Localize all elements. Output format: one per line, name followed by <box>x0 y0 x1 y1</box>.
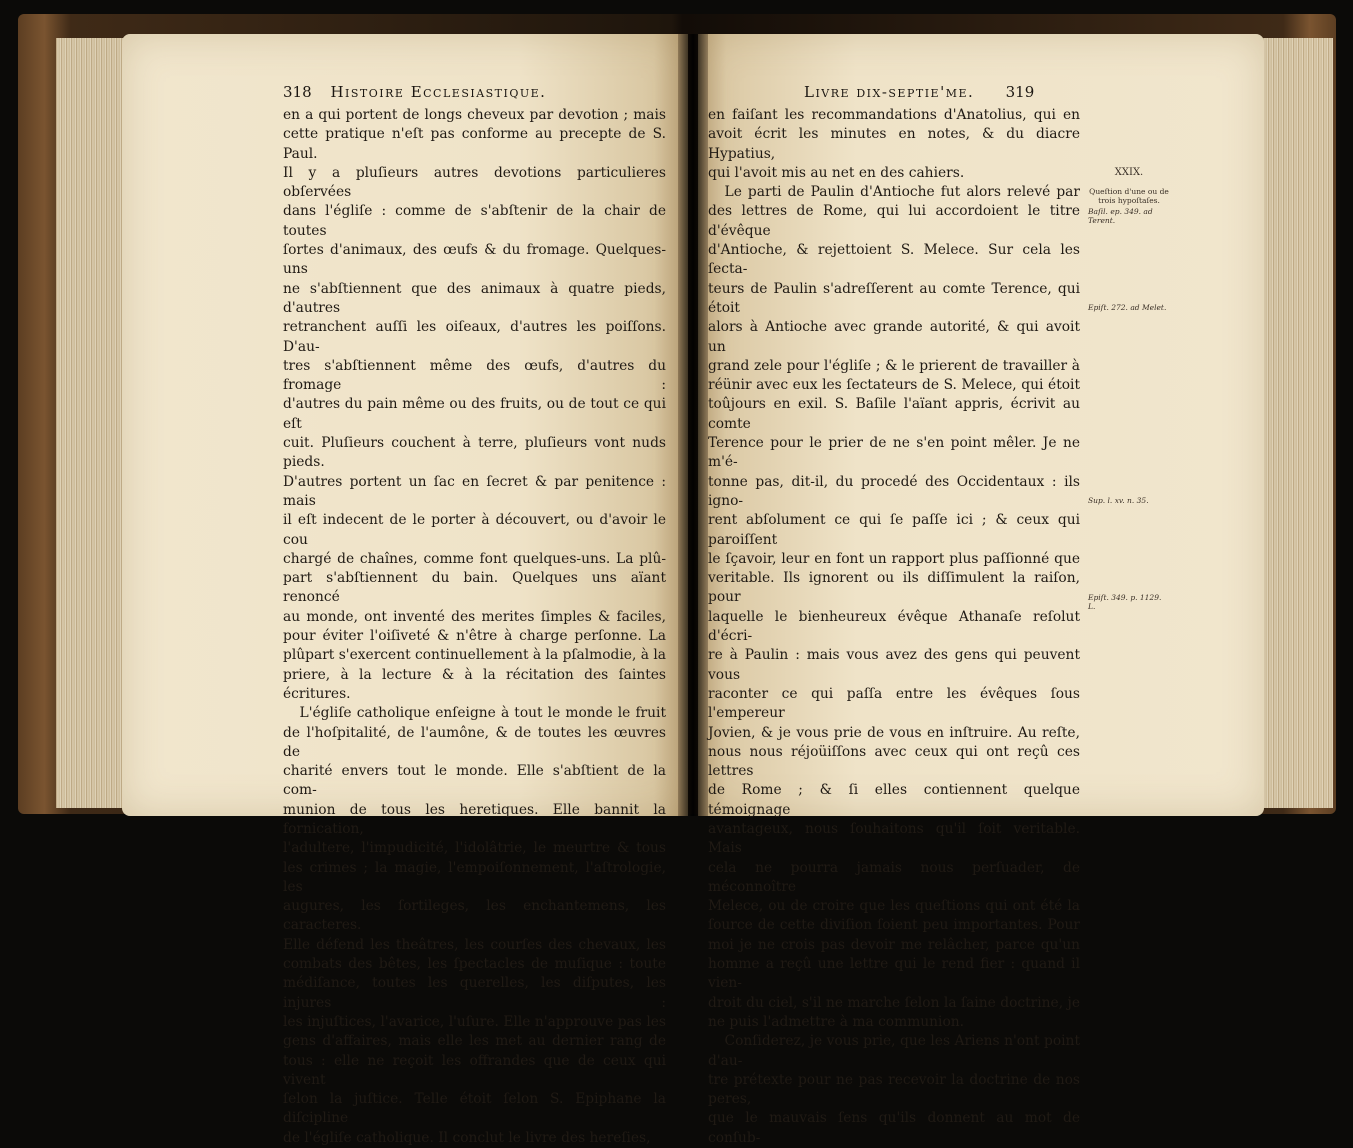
left_page-line: cuit. Pluſieurs couchent à terre, pluſieurs vont nuds pieds. <box>283 435 666 471</box>
right-running-head <box>804 83 1034 105</box>
gutter-shadow <box>678 34 708 816</box>
right_page-line: re à Paulin : mais vous avez des gens qui peuvent vous <box>708 647 1080 683</box>
left_page-line: il eſt indecent de le porter à découvert, ou d'avoir le cou <box>283 512 666 548</box>
left_page-line: au monde, ont inventé des merites ſimples & faciles, <box>283 608 666 625</box>
left_page-line: cette pratique n'eſt pas conforme au precepte de S. Paul. <box>283 126 666 162</box>
right_page-line: réünir avec eux les ſectateurs de S. Melece, qui étoit <box>708 377 1080 394</box>
right_page-line: nous nous réjoüiſſons avec ceux qui ont reçû ces lettres <box>708 743 1080 780</box>
right_page-line: ne puis l'admettre à ma communion. <box>708 1013 965 1030</box>
left_page-line: ſortes d'animaux, des œufs & du fromage. Quelques-uns <box>283 242 666 278</box>
right_page-line: alors à Antioche avec grande autorité, & qui avoit un <box>708 319 1080 355</box>
right_page-line: moi je ne crois pas devoir me relâcher, parce qu'un <box>708 936 1080 953</box>
left_page-line: médiſance, toutes les querelles, les diſputes, les injures : <box>283 975 666 1011</box>
left_page-line: priere, à la lecture & à la récitation des ſaintes écritures. <box>283 666 666 702</box>
right_page-line: ſource de cette diviſion ſoient peu importantes. Pour <box>708 917 1080 934</box>
left_page-line: les crimes ; la magie, l'empoiſonnement, l'aſtrologie, les <box>283 859 666 895</box>
right-page-edges <box>1263 38 1333 808</box>
right_page-line: veritable. Ils ignorent ou ils diſſimulent la raiſon, pour <box>708 570 1080 606</box>
left_page-line: L'égliſe catholique enſeigne à tout le monde le fruit <box>299 705 666 722</box>
left_page-line: augures, les ſortileges, les enchantemens, les caracteres. <box>283 898 666 934</box>
right_page-line: teurs de Paulin s'adreſſerent au comte Terence, qui étoit <box>708 280 1080 316</box>
left_page-line: l'adultere, l'impudicité, l'idolâtrie, le meurtre & tous <box>283 840 666 857</box>
left_page-line: combats des bêtes, les ſpectacles de muſique : toute <box>283 956 666 973</box>
left_page-line: de l'égliſe catholique. Il conclut le livre des hereſies, <box>283 1129 651 1146</box>
right_page-line: Melece, ou de croire que les queſtions qui ont été la <box>708 898 1080 915</box>
right_page-line: tonne pas, dit-il, du procedé des Occidentaux : ils igno- <box>708 473 1080 509</box>
margin-note: Baſil. ep. 349. ad Terent. <box>1088 206 1153 225</box>
right_page-line: avantageux, nous ſouhaitons qu'il ſoit veritable. Mais <box>708 820 1080 857</box>
left-page-number: 318 <box>283 83 312 101</box>
left-page-body <box>283 106 666 1148</box>
right_page-line: avoit écrit les minutes en notes, & du diacre Hypatius, <box>708 126 1080 162</box>
left_page-line: dans l'égliſe : comme de s'abſtenir de la chair de toutes <box>283 203 666 239</box>
right_page-line: Jovien, & je vous prie de vous en inſtruire. Au reſte, <box>708 724 1080 741</box>
left_page-line: d'autres du pain même ou des fruits, ou de tout ce qui eſt <box>283 396 666 432</box>
right_page-line: que le mauvais ſens qu'ils donnent au mot de conſub- <box>708 1110 1080 1146</box>
right_page-line: Terence pour le prier de ne s'en point mêler. Je ne m'é- <box>708 435 1080 471</box>
left_page-line: en a qui portent de longs cheveux par devotion ; mais <box>283 107 666 123</box>
left_page-line: D'autres portent un ſac en ſecret & par penitence : mais <box>283 473 666 509</box>
left_page-line: charité envers tout le monde. Elle s'abſtient de la com- <box>283 763 666 799</box>
right_page-line: de Rome ; & ſi elles contiennent quelque témoignage <box>708 782 1080 818</box>
margin-note: Epiſt. 272. ad Melet. <box>1088 303 1167 312</box>
right_page-line: qui l'avoit mis au net en des cahiers. <box>708 164 965 181</box>
left-running-title: Histoire Ecclesiastique. <box>330 83 547 101</box>
left-page-edges <box>56 38 126 808</box>
book-spread <box>18 14 1336 814</box>
left_page-line: tous : elle ne reçoit les offrandes que de ceux qui vivent <box>283 1052 666 1088</box>
right-page-body <box>708 106 1080 1148</box>
right_page-line: d'Antioche, & rejettoient S. Melece. Sur cela les ſecta- <box>708 242 1080 278</box>
right_page-line: laquelle le bienheureux évêque Athanaſe reſolut d'écri- <box>708 608 1080 645</box>
left_page-line: ne s'abſtiennent que des animaux à quatre pieds, d'autres <box>283 280 666 316</box>
left_page-line: pour éviter l'oiſiveté & n'être à charge perſonne. La <box>283 628 666 645</box>
right_page-line: Le parti de Paulin d'Antioche fut alors relevé par <box>724 184 1080 201</box>
left_page-line: plûpart s'exercent continuellement à la pſalmodie, à la <box>283 647 666 664</box>
right_page-line: toûjours en exil. S. Baſile l'aïant appris, écrivit au comte <box>708 396 1080 432</box>
margin-note: Queſtion d'une ou de trois hypoſtaſes. <box>1089 187 1169 206</box>
right_page-line: le ſçavoir, leur en font un rapport plus paſſionné que <box>708 550 1080 567</box>
left_page-line: les injuſtices, l'avarice, l'uſure. Elle n'approuve pas les <box>283 1013 666 1030</box>
left_page-line: chargé de chaînes, comme font quelques-uns. La plû- <box>283 550 666 567</box>
left-running-head <box>283 83 546 105</box>
right_page-line: droit du ciel, s'il ne marche ſelon la ſaine doctrine, je <box>708 994 1080 1011</box>
left_page-line: Elle défend les theâtres, les courſes des chevaux, les <box>283 936 666 953</box>
right_page-line: rent abſolument ce qui ſe paſſe ici ; & ceux qui paroiſſent <box>708 512 1080 548</box>
left_page-line: de l'hoſpitalité, de l'aumône, & de toutes les œuvres de <box>283 724 666 760</box>
margin-note: Sup. l. xv. n. 35. <box>1088 496 1149 505</box>
right-running-title: Livre dix-septie'me. <box>804 83 975 101</box>
left_page-line: munion de tous les heretiques. Elle bannit la fornication, <box>283 801 666 837</box>
right_page-line: grand zele pour l'égliſe ; & le prierent de travailler à <box>708 357 1080 374</box>
right_page-line: des lettres de Rome, qui lui accordoient le titre d'évêque <box>708 203 1080 239</box>
margin-note: Epiſt. 349. p. 1129. L. <box>1088 592 1162 611</box>
left_page-line: gens d'affaires, mais elle les met au dernier rang de <box>283 1033 666 1050</box>
right_page-line: cela ne pourra jamais nous perſuader, de méconnoître <box>708 859 1080 895</box>
left_page-line: Il y a pluſieurs autres devotions particulieres obſervées <box>283 164 666 201</box>
margin-note: XXIX. <box>1114 166 1144 178</box>
right-page-number: 319 <box>1005 83 1035 101</box>
left_page-line: ſelon la juſtice. Telle étoit ſelon S. Epiphane la diſcipline <box>283 1091 666 1127</box>
left_page-line: tres s'abſtiennent même des œufs, d'autres du fromage : <box>283 357 666 394</box>
right_page-line: homme a reçû une lettre qui le rend fier : quand il vien- <box>708 956 1080 992</box>
right_page-line: raconter ce qui paſſa entre les évêques ſous l'empereur <box>708 685 1080 722</box>
left_page-line: retranchent auſſi les oiſeaux, d'autres les poiſſons. D'au- <box>283 319 666 355</box>
right_page-line: tre prétexte pour ne pas recevoir la doctrine de nos peres, <box>708 1071 1080 1108</box>
right_page-line: Conſiderez, je vous prie, que les Ariens n'ont point d'au- <box>708 1033 1080 1069</box>
left_page-line: part s'abſtiennent du bain. Quelques uns aïant renoncé <box>283 570 666 606</box>
right_page-line: en faiſant les recommandations d'Anatolius, qui en <box>708 107 1080 123</box>
